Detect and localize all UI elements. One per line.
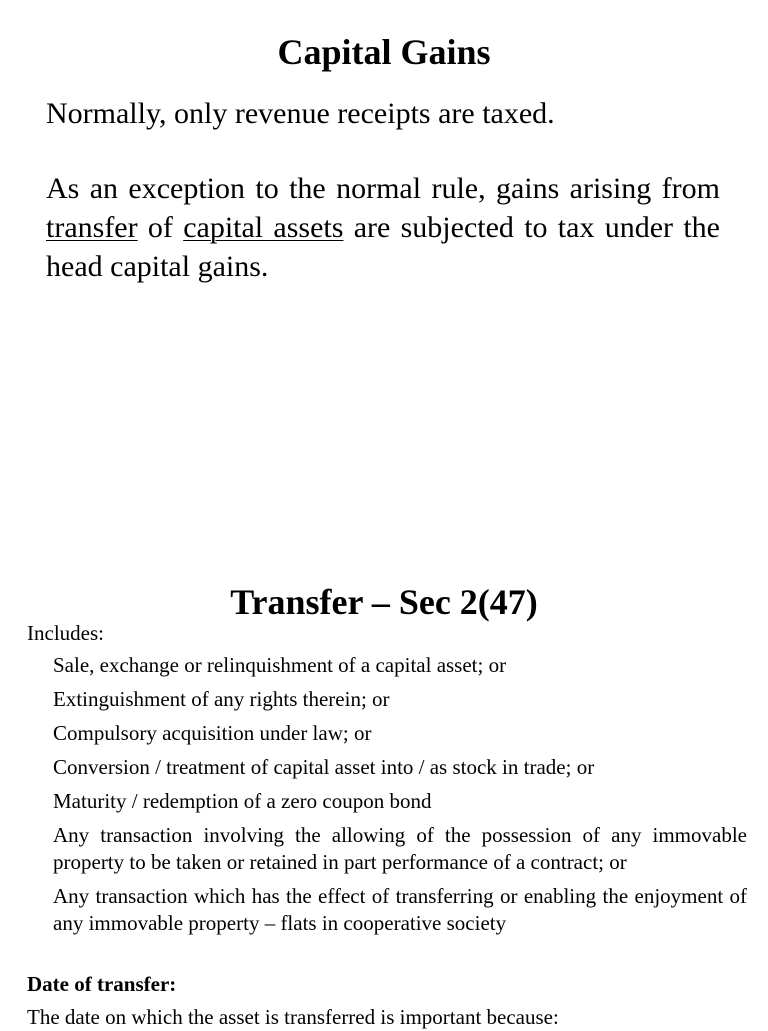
paragraph-text-part: of	[137, 211, 184, 244]
list-item: Extinguishment of any rights therein; or	[53, 687, 390, 711]
list-item: Any transaction which has the effect of transferring or enabling the enjoyment of any immovable property – flats in cooperative society	[53, 884, 747, 935]
list-item: Maturity / redemption of a zero coupon bond	[53, 789, 432, 813]
slide-title-transfer-section: Transfer – Sec 2(47)	[230, 582, 538, 622]
slide-title-capital-gains: Capital Gains	[277, 32, 491, 72]
list-item: Compulsory acquisition under law; or	[53, 721, 372, 745]
paragraph-exception-rule	[46, 169, 720, 286]
underlined-term-capital-assets: capital assets	[183, 211, 344, 244]
underlined-term-transfer: transfer	[46, 211, 138, 244]
paragraph-revenue-receipts: Normally, only revenue receipts are taxed.	[46, 97, 555, 130]
date-of-transfer-text: The date on which the asset is transferred is important because:	[27, 1005, 559, 1029]
paragraph-text-part: As an exception to the normal rule, gains arising from	[46, 172, 720, 205]
includes-label: Includes:	[27, 621, 104, 645]
list-item: Any transaction involving the allowing of the possession of any immovable property to be taken or retained in part performance of a contract; or	[53, 823, 747, 874]
paragraph-text-part: are subjected to tax under the head capital gains.	[46, 211, 720, 283]
transfer-includes-list	[53, 652, 747, 944]
date-of-transfer-heading: Date of transfer:	[27, 972, 177, 996]
list-item: Conversion / treatment of capital asset into / as stock in trade; or	[53, 755, 595, 779]
list-item: Sale, exchange or relinquishment of a capital asset; or	[53, 653, 507, 677]
